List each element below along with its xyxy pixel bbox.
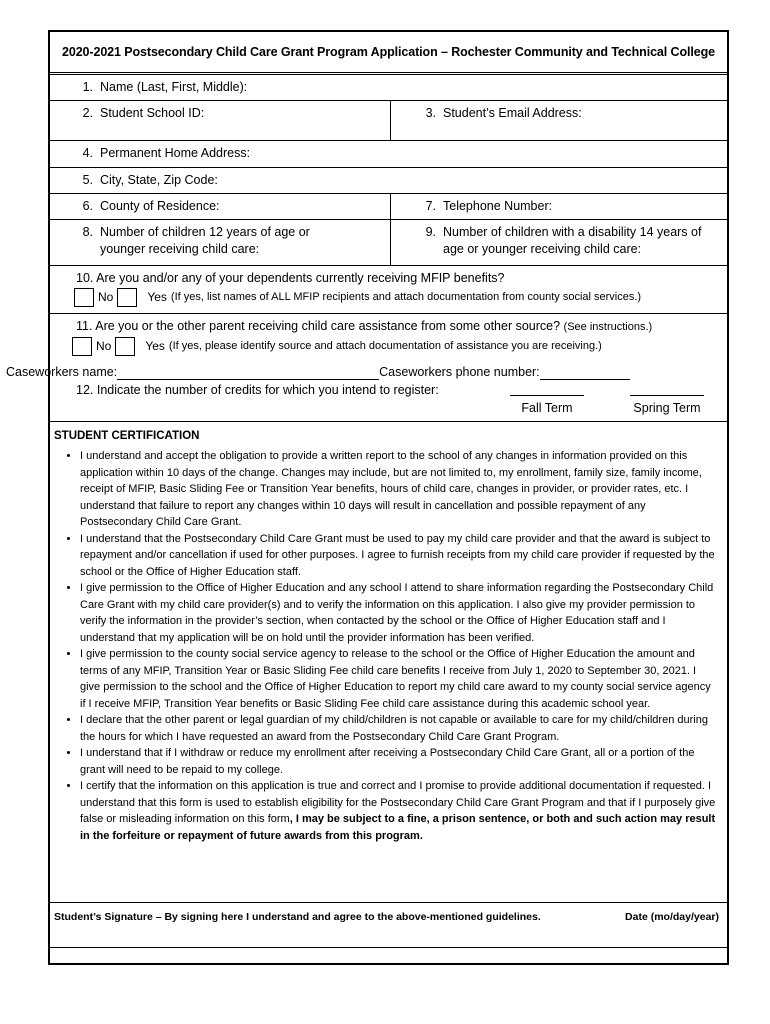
fall-term-line[interactable]: [510, 395, 584, 396]
children-disability-label: Number of children with a disability 14 years of age or younger receiving child care:: [443, 225, 702, 256]
signature-row[interactable]: [50, 902, 727, 948]
assistance-question-note: (See instructions.): [563, 321, 653, 333]
city-state-zip-field[interactable]: 5. City, State, Zip Code:: [82, 173, 218, 187]
mfip-no-label: No: [98, 290, 114, 304]
email-field[interactable]: 3. Student’s Email Address:: [425, 106, 582, 120]
children-12-label: Number of children 12 years of age or younger receiving child care:: [100, 225, 310, 256]
caseworker-phone-label: Caseworkers phone number:: [379, 365, 540, 379]
certification-heading: STUDENT CERTIFICATION: [54, 430, 200, 442]
school-id-label: Student School ID:: [100, 106, 205, 120]
mfip-question: [50, 266, 727, 314]
other-assistance-question: [50, 314, 727, 363]
credits-label: 12. Indicate the number of credits for which you intend to register:: [76, 383, 439, 397]
assistance-question-label: 11. Are you or the other parent receiving child care assistance from some other source?: [76, 319, 561, 333]
certification-item: • I give permission to the Office of Higher Education and any school I attend to share information regarding the Postsecondary Child Care Grant with my child care provider(s) and to verify the information on this application. I also give my provider permission to verify the information in the provider’s section, when contacted by the school or the Office of Higher Education staff and I understand that my application will be on hold until the provider information has been verified.: [80, 580, 719, 646]
fall-term-label: Fall Term: [521, 401, 573, 415]
home-address-label: Permanent Home Address:: [100, 146, 251, 160]
caseworker-row: [2, 363, 727, 383]
signature-label: Student’s Signature – By signing here I understand and agree to the above-mentioned guidelines.: [54, 911, 541, 923]
certification-item: • I understand that if I withdraw or reduce my enrollment after receiving a Postsecondary Child Care Grant, all or a portion of the grant will need to be repaid to my college.: [80, 745, 719, 778]
mfip-options: [50, 287, 727, 307]
assistance-yes-label: Yes: [145, 339, 165, 353]
certification-item: • I certify that the information on this application is true and correct and I promise to provide additional documentation if requested. I understand that this form is used to establish eligibility for the Postsecondary Child Care Grant Program and that if I purposely give false or misleading information on this form, I may be subject to a fine, a prison sentence, or both and such action may result in the forfeiture or repayment of future awards from this program.: [80, 778, 719, 844]
name-label: Name (Last, First, Middle):: [100, 80, 248, 94]
telephone-label: Telephone Number:: [443, 199, 553, 213]
field-row-children: [50, 220, 727, 266]
assistance-no-checkbox[interactable]: [72, 337, 92, 356]
home-address-field[interactable]: 4. Permanent Home Address:: [82, 146, 251, 160]
children-disability-field[interactable]: 9. Number of children with a disability 14 years of age or younger receiving child care:: [391, 220, 727, 265]
assistance-options: [48, 336, 727, 356]
name-field[interactable]: 1. Name (Last, First, Middle):: [82, 80, 248, 94]
county-label: County of Residence:: [100, 199, 220, 213]
mfip-no-checkbox[interactable]: [74, 288, 94, 307]
credits-row: [50, 383, 727, 422]
caseworker-phone-line[interactable]: [540, 365, 630, 380]
field-row-name: [50, 75, 727, 101]
spring-term-label: Spring Term: [633, 401, 701, 415]
assistance-no-label: No: [96, 339, 112, 353]
certification-item: • I declare that the other parent or legal guardian of my child/children is not capable or available to care for my child/children during the hours for which I have requested an award from the Postsecondary Child Care Grant Program.: [80, 712, 719, 745]
certification-item: • I understand that the Postsecondary Child Care Grant must be used to pay my child care provider and that the award is subject to repayment and/or cancellation if used for other purposes. I agree to furnish receipts from my child care provider if requested by the school or the Office of Higher Education staff.: [80, 531, 719, 581]
telephone-field[interactable]: 7. Telephone Number:: [425, 199, 553, 213]
field-row-city: [50, 168, 727, 194]
field-row-county-phone: [50, 194, 727, 220]
field-row-id-email: [50, 101, 727, 141]
mfip-question-label: 10. Are you and/or any of your dependents currently receiving MFIP benefits?: [76, 271, 505, 285]
field-row-address: [50, 141, 727, 168]
mfip-yes-note: (If yes, list names of ALL MFIP recipients and attach documentation from county social services.): [170, 291, 642, 303]
form-title: 2020-2021 Postsecondary Child Care Grant Program Application – Rochester Community and Technical College: [50, 32, 727, 75]
caseworker-name-line[interactable]: [117, 365, 379, 380]
certification-list: [50, 448, 727, 844]
mfip-yes-label: Yes: [147, 290, 167, 304]
assistance-yes-checkbox[interactable]: [115, 337, 135, 356]
caseworker-name-label: Caseworkers name:: [6, 365, 118, 379]
spring-term-line[interactable]: [630, 395, 704, 396]
date-label: Date (mo/day/year): [625, 911, 719, 923]
county-field[interactable]: 6. County of Residence:: [50, 194, 391, 219]
application-form: [6, 30, 729, 965]
email-label: Student’s Email Address:: [443, 106, 582, 120]
certification-item: • I give permission to the county social service agency to release to the school or the Office of Higher Education the amount and terms of any MFIP, Transition Year or Basic Sliding Fee child care benefits I receive from July 1, 2020 to September 30, 2021. I give permission to the school and the Office of Higher Education to report my child care award to my county social service agency if I receive MFIP, Transition Year benefits or Basic Sliding Fee child care assistance during this academic school year.: [80, 646, 719, 712]
penalty-warning: , I may be subject to a fine, a prison sentence, or both and such action may result in the forfeiture or repayment of future awards from this program.: [80, 813, 716, 842]
city-state-zip-label: City, State, Zip Code:: [100, 173, 218, 187]
children-12-field[interactable]: 8. Number of children 12 years of age or younger receiving child care:: [50, 220, 391, 265]
certification-item: • I understand and accept the obligation to provide a written report to the school of any changes in information provided on this application within 10 days of the change. Changes may include, but are not limited to, my enrollment, family size, family income, receipt of MFIP, Basic Sliding Fee or Transition Year benefits, hours of child care, changes in provider, or provider rates, etc. I understand that failure to report any changes within 10 days will result in cancellation and possible repayment of any Postsecondary Child Care Grant.: [80, 448, 719, 531]
assistance-yes-note: (If yes, please identify source and attach documentation of assistance you are receiving.): [168, 340, 602, 352]
school-id-field[interactable]: 2. Student School ID:: [50, 101, 391, 140]
mfip-yes-checkbox[interactable]: [117, 288, 137, 307]
